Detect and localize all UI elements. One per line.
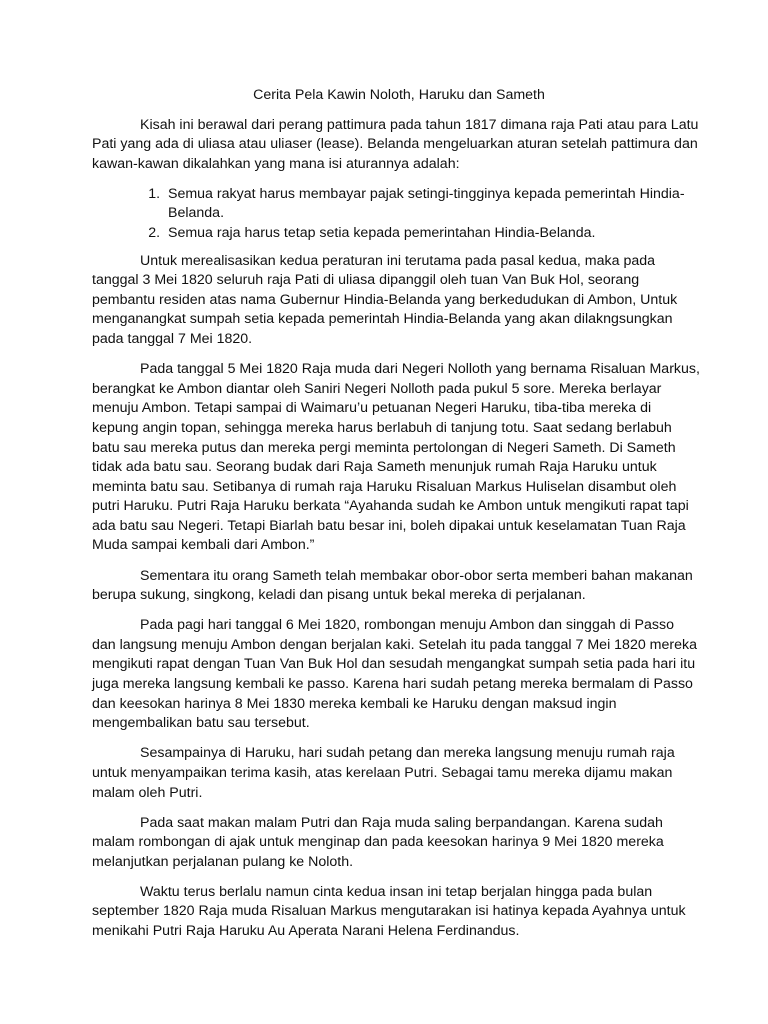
- paragraph-6: Pada saat makan malam Putri dan Raja muda saling berpandangan. Karena sudah malam rombongan di ajak untuk menginap dan pada keesokan harinya 9 Mei 1820 mereka melanjutkan perjalanan pulang ke Noloth.: [92, 814, 664, 870]
- rule-item-1: 1. Semua rakyat harus membayar pajak setingi-tingginya kepada pemerintah Hindia-Belanda.: [164, 185, 700, 224]
- paragraph-1: Untuk merealisasikan kedua peraturan ini terutama pada pasal kedua, maka pada tanggal 3 Mei 1820 seluruh raja Pati di uliasa dipanggil oleh tuan Van Buk Hol, seorang pembantu residen atas nama Gubernur Hindia-Belanda yang berkedudukan di Ambon, Untuk menganangkat sumpah setia kepada pemerintah Hindia-Belanda yang akan dilakngsungkan pada tanggal 7 Mei 1820.: [92, 252, 678, 348]
- intro-paragraph: Kisah ini berawal dari perang pattimura pada tahun 1817 dimana raja Pati atau para Latu Pati yang ada di uliasa atau uliaser (lease). Belanda mengeluarkan aturan setelah pattimura dan kawan-kawan dikalahkan yang mana isi aturannya adalah:: [92, 116, 699, 172]
- paragraph-2: Pada tanggal 5 Mei 1820 Raja muda dari Negeri Nolloth yang bernama Risaluan Markus, berangkat ke Ambon diantar oleh Saniri Negeri Nolloth pada pukul 5 sore. Mereka berlayar menuju Ambon. Tetapi sampai di Waimaru’u petuanan Negeri Haruku, tiba-tiba mereka di kepung angin topan, sehingga mereka harus berlabuh di tanjung totu. Saat sedang berlabuh batu sau mereka putus dan mereka pergi meminta pertolongan di Negeri Sameth. Di Sameth tidak ada batu sau. Seorang budak dari Raja Sameth menunjuk rumah Raja Haruku untuk meminta batu sau. Setibanya di rumah raja Haruku Risaluan Markus Huliselan disambut oleh putri Haruku. Putri Raja Haruku berkata “Ayahanda sudah ke Ambon untuk mengikuti rapat tapi ada batu sau Negeri. Tetapi Biarlah batu besar ini, boleh dipakai untuk keselamatan Tuan Raja Muda sampai kembali dari Ambon.”: [92, 361, 700, 554]
- rule-item-2: 2. Semua raja harus tetap setia kepada pemerintahan Hindia-Belanda.: [164, 224, 700, 244]
- paragraph-7: Waktu terus berlalu namun cinta kedua insan ini tetap berjalan hingga pada bulan september 1820 Raja muda Risaluan Markus mengutarakan isi hatinya kepada Ayahnya untuk menikahi Putri Raja Haruku Au Aperata Narani Helena Ferdinandus.: [92, 883, 686, 940]
- paragraph-5: Sesampainya di Haruku, hari sudah petang dan mereka langsung menuju rumah raja untuk menyampaikan terima kasih, atas kerelaan Putri. Sebagai tamu mereka dijamu makan malam oleh Putri.: [92, 745, 675, 801]
- document-title: Cerita Pela Kawin Noloth, Haruku dan Sameth: [253, 87, 545, 103]
- rules-list: [92, 185, 700, 244]
- paragraph-4: Pada pagi hari tanggal 6 Mei 1820, rombongan menuju Ambon dan singgah di Passo dan langsung menuju Ambon dengan berjalan kaki. Setelah itu pada tanggal 7 Mei 1820 mereka mengikuti rapat dengan Tuan Van Buk Hol dan sesudah mengangkat sumpah setia pada hari itu juga mereka langsung kembali ke passo. Karena hari sudah petang mereka bermalam di Passo dan keesokan harinya 8 Mei 1830 mereka kembali ke Haruku dengan maksud ingin mengembalikan batu sau tersebut.: [92, 617, 697, 732]
- document-page: [92, 86, 700, 952]
- paragraph-3: Sementara itu orang Sameth telah membakar obor-obor serta memberi bahan makanan berupa sukung, singkong, keladi dan pisang untuk bekal mereka di perjalanan.: [92, 567, 693, 604]
